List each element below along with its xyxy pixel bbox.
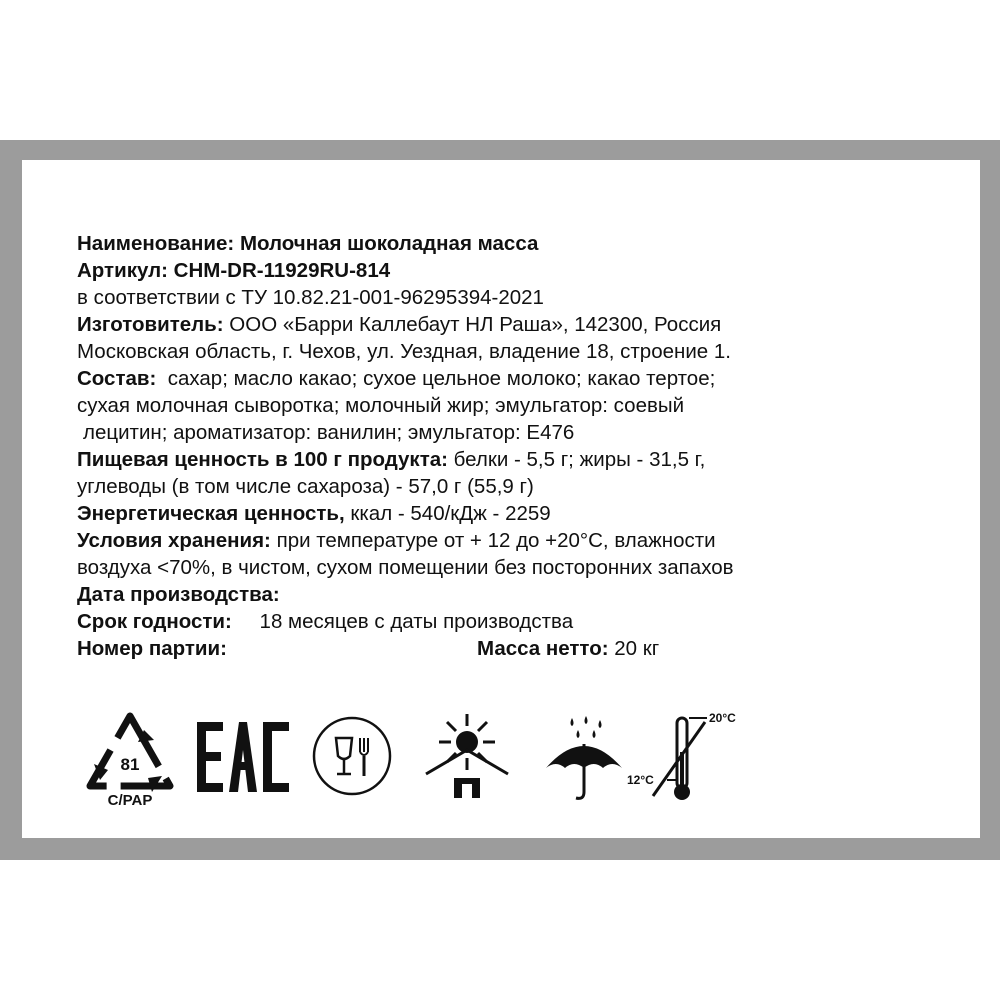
- product-name-label: Наименование:: [77, 232, 235, 255]
- nutrition-line: [77, 446, 937, 473]
- manufacturer-label: Изготовитель:: [77, 313, 224, 336]
- label-text: [77, 230, 937, 662]
- composition-line-3: лецитин; ароматизатор: ванилин; эмульгатор: Е476: [83, 421, 575, 444]
- eac-mark-icon: [195, 720, 291, 796]
- storage-value: при температуре от + 12 до +20°С, влажности: [276, 529, 716, 552]
- net-mass-group: [477, 635, 659, 662]
- energy-line: [77, 500, 937, 527]
- shelf-life-label: Срок годности:: [77, 610, 232, 633]
- keep-away-from-sun-icon: [422, 712, 512, 802]
- storage-line-2: воздуха <70%, в чистом, сухом помещении без посторонних запахов: [77, 556, 734, 579]
- temp-low-label: 12°C: [627, 773, 654, 787]
- composition-line: [77, 365, 937, 392]
- product-name-line: [77, 230, 937, 257]
- composition-value: сахар; масло какао; сухое цельное молоко; какао тертое;: [167, 367, 716, 390]
- article-line: [77, 257, 937, 284]
- manufacturer-value: ООО «Барри Каллебаут НЛ Раша», 142300, Россия: [229, 313, 722, 336]
- recycle-icon: [82, 708, 178, 808]
- article-value: CHM-DR-11929RU-814: [173, 259, 391, 282]
- temp-high-label: 20°C: [709, 711, 736, 725]
- label-sheet: [22, 160, 980, 838]
- recycle-number: 81: [120, 755, 140, 774]
- nutrition-line-2: углеводы (в том числе сахароза) - 57,0 г (55,9 г): [77, 475, 534, 498]
- manufacturer-line: [77, 311, 937, 338]
- energy-value: ккал - 540/кДж - 2259: [350, 502, 551, 525]
- nutrition-label: Пищевая ценность в 100 г продукта:: [77, 448, 448, 471]
- net-mass-value: 20 кг: [614, 637, 660, 660]
- nutrition-value: белки - 5,5 г; жиры - 31,5 г,: [453, 448, 706, 471]
- marking-icons: [77, 708, 736, 818]
- net-mass-label: Масса нетто:: [477, 637, 609, 660]
- recycle-code: C/PAP: [107, 792, 153, 808]
- article-label: Артикул:: [77, 259, 168, 282]
- batch-label: Номер партии:: [77, 637, 227, 660]
- standard-line: в соответствии с ТУ 10.82.21-001-96295394-2021: [77, 286, 544, 309]
- temperature-limits-icon: [625, 708, 755, 804]
- composition-label: Состав:: [77, 367, 157, 390]
- energy-label: Энергетическая ценность,: [77, 502, 345, 525]
- label-frame: [0, 140, 1000, 860]
- storage-label: Условия хранения:: [77, 529, 271, 552]
- manufacturer-address: Московская область, г. Чехов, ул. Уездная, владение 18, строение 1.: [77, 340, 731, 363]
- shelf-life-line: [77, 608, 937, 635]
- product-name-value: Молочная шоколадная масса: [239, 232, 539, 255]
- composition-line-2: сухая молочная сыворотка; молочный жир; эмульгатор: соевый: [77, 394, 685, 417]
- storage-line: [77, 527, 937, 554]
- food-contact-icon: [310, 714, 394, 798]
- batch-line: [77, 635, 937, 662]
- production-date-line: Дата производства:: [77, 583, 280, 606]
- shelf-life-value: 18 месяцев с даты производства: [259, 610, 574, 633]
- keep-dry-icon: [542, 714, 626, 802]
